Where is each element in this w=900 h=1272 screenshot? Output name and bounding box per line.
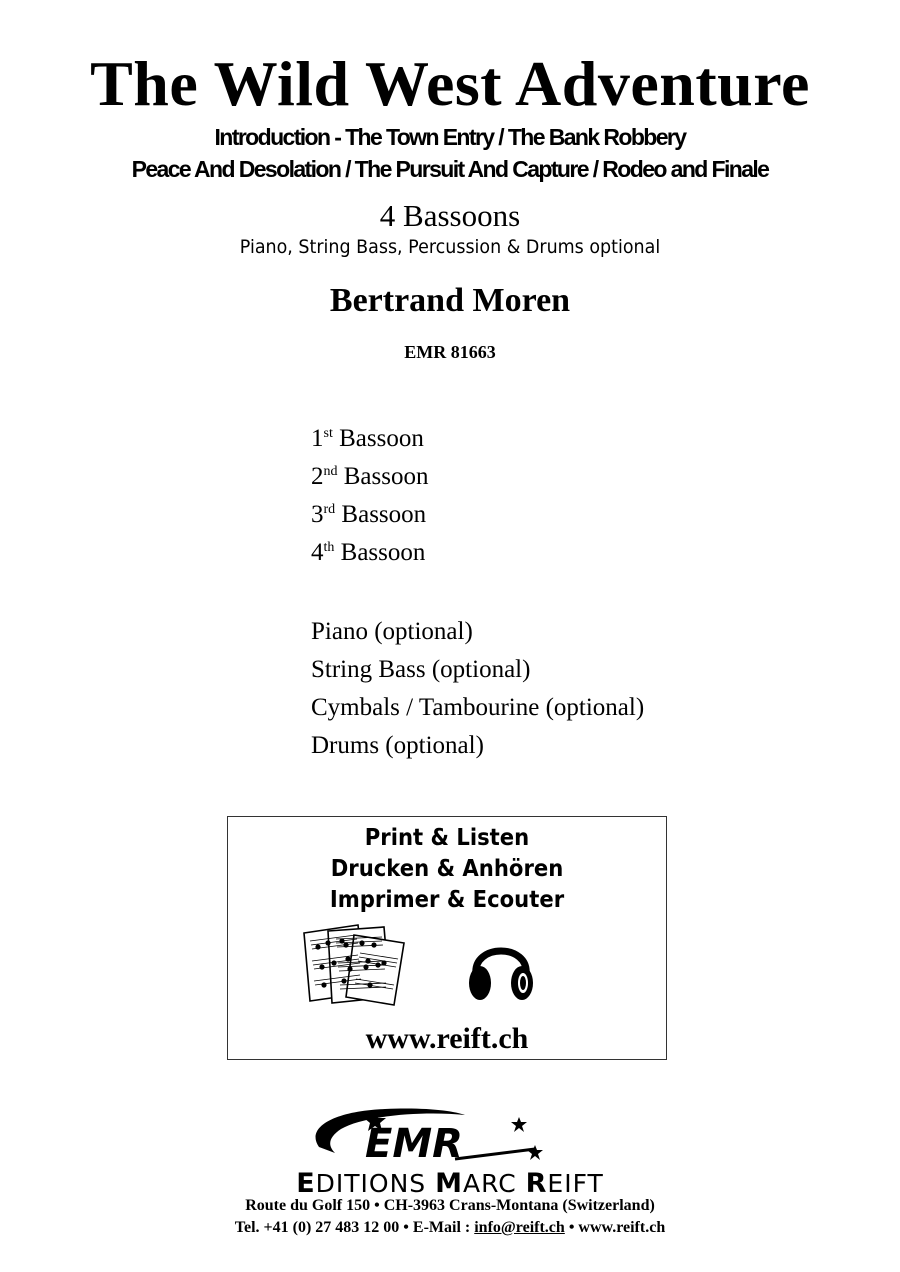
movements-line-2: Peace And Desolation / The Pursuit And Capture / Rodeo and Finale	[131, 156, 769, 182]
part-ordinal: nd	[323, 464, 338, 479]
publisher-address: Route du Golf 150 • CH-3963 Crans-Montana (Switzerland)	[245, 1197, 655, 1214]
score-title: The Wild West Adventure	[90, 48, 810, 119]
part-number: 4	[311, 539, 324, 566]
website-text: • www.reift.ch	[564, 1219, 666, 1236]
part-name: Bassoon	[340, 539, 426, 566]
publisher-initial: M	[435, 1168, 463, 1199]
publisher-word: ARC	[462, 1169, 526, 1198]
composer-name: Bertrand Moren	[329, 282, 571, 319]
instrumentation: 4 Bassoons	[379, 198, 521, 233]
optional-part-item: Cymbals / Tambourine (optional)	[311, 694, 645, 721]
part-name: Bassoon	[341, 501, 427, 528]
email-link[interactable]: info@reift.ch	[474, 1219, 565, 1236]
part-ordinal: st	[323, 426, 333, 441]
part-name: Bassoon	[339, 425, 424, 452]
logo-text: EMR	[365, 1121, 463, 1167]
publisher-word: DITIONS	[315, 1169, 436, 1198]
optional-part-item: String Bass (optional)	[311, 656, 531, 683]
promo-line-french: Imprimer & Ecouter	[329, 887, 565, 913]
part-ordinal: rd	[323, 502, 336, 517]
publisher-word: EIFT	[547, 1169, 604, 1198]
promo-line-english: Print & Listen	[364, 825, 530, 851]
promo-line-german: Drucken & Anhören	[330, 856, 564, 882]
website-link[interactable]: www.reift.ch	[365, 1022, 529, 1055]
optional-instruments: Piano, String Bass, Percussion & Drums optional	[239, 236, 661, 258]
publisher-initial: R	[525, 1168, 548, 1199]
part-name: Bassoon	[343, 463, 429, 490]
catalog-number: EMR 81663	[404, 342, 496, 362]
part-number: 1	[311, 425, 324, 452]
sheet-music-icon	[300, 923, 412, 1007]
part-item	[311, 534, 644, 572]
part-number: 2	[311, 463, 324, 490]
part-ordinal: th	[323, 540, 335, 555]
publisher-name	[0, 1170, 900, 1197]
parts-list	[311, 420, 644, 765]
print-listen-box	[227, 816, 667, 1060]
part-item	[311, 458, 644, 496]
movements-line-1: Introduction - The Town Entry / The Bank Robbery	[214, 124, 686, 150]
optional-part-item: Drums (optional)	[311, 732, 484, 759]
headphones-icon	[466, 929, 536, 1005]
optional-part-item: Piano (optional)	[311, 618, 473, 645]
telephone-text: Tel. +41 (0) 27 483 12 00 • E-Mail :	[234, 1219, 475, 1236]
publisher-contact	[0, 1220, 900, 1236]
part-item	[311, 496, 644, 534]
part-item	[311, 420, 644, 458]
part-number: 3	[311, 501, 324, 528]
emr-logo	[305, 1105, 555, 1167]
publisher-initial: E	[296, 1168, 316, 1199]
